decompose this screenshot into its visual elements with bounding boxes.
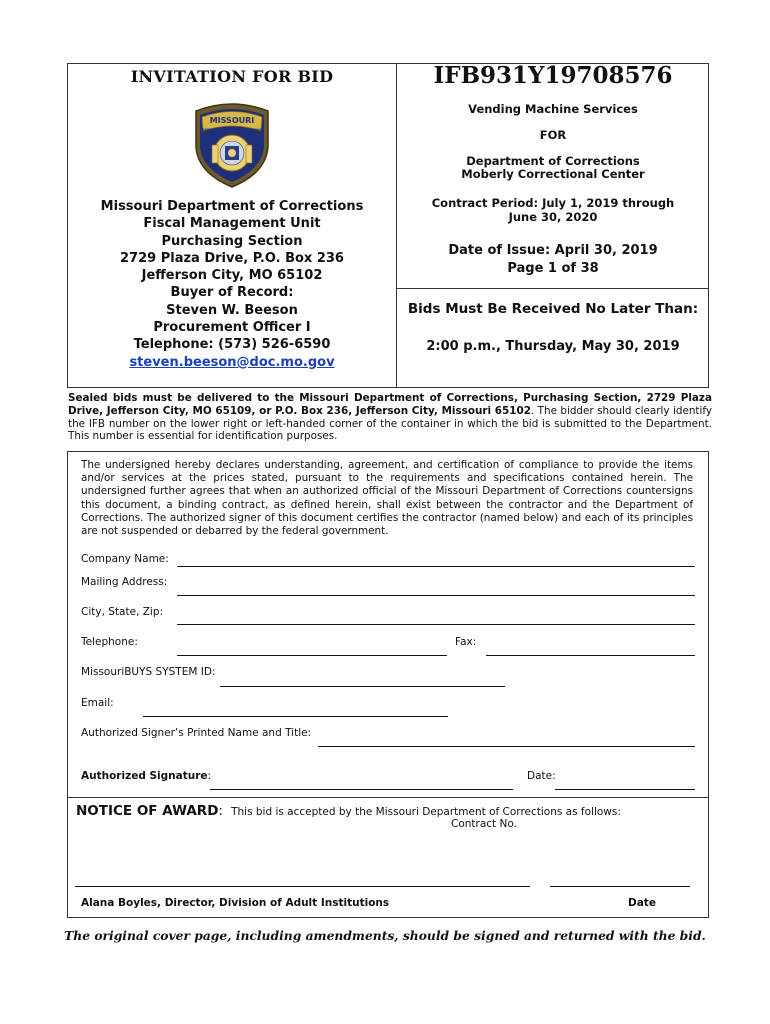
- bids-received-label: Bids Must Be Received No Later Than:: [407, 301, 699, 317]
- agency-unit: Fiscal Management Unit: [143, 216, 321, 232]
- delivery-bold-text: Sealed bids must be delivered to the Missouri Department of Corrections, Purchasing Section, 2729 Plaza Drive, Jefferson City, MO 65109, or P.O. Box 236, Jefferson City, Missouri 65102: [68, 392, 712, 417]
- signature-date-line[interactable]: [555, 789, 695, 790]
- mailing-address-line[interactable]: [177, 595, 695, 596]
- missouribuys-id-line[interactable]: [220, 686, 505, 687]
- city-state-zip-label: City, State, Zip:: [81, 606, 164, 618]
- signer-name-title-label: Authorized Signer’s Printed Name and Title:: [81, 727, 312, 739]
- missouri-doc-seal: [188, 101, 276, 189]
- fax-label: Fax:: [455, 636, 477, 648]
- company-name-line[interactable]: [177, 566, 695, 567]
- notice-of-award-text: This bid is accepted by the Missouri Department of Corrections as follows:: [231, 806, 621, 818]
- agency-address: 2729 Plaza Drive, P.O. Box 236: [120, 250, 344, 266]
- authorized-signature-line[interactable]: [210, 789, 513, 790]
- buyer-title: Procurement Officer I: [153, 320, 311, 336]
- fax-line[interactable]: [486, 655, 695, 656]
- page-info: Page 1 of 38: [507, 261, 599, 276]
- email-line[interactable]: [143, 716, 448, 717]
- agency-block: [68, 198, 396, 371]
- delivery-instructions: [68, 392, 712, 443]
- contract-period-1: Contract Period: July 1, 2019 through: [431, 196, 675, 210]
- department-name: Department of Corrections: [466, 154, 640, 168]
- declaration-text: The undersigned hereby declares understanding, agreement, and certification of compliance to provide the items and/or services at the prices stated, pursuant to the requirements and specifications contained herein. The undersigned further agrees that when an authorized official of the Missouri Department of Corrections countersigns this document, a binding contract, as defined herein, shall exist between the contractor and the Department of Corrections. The authorized signer of this document certifies the contractor (named below) and each of its principles are not suspended or debarred by the federal government.: [81, 459, 693, 538]
- buyer-email-link[interactable]: steven.beeson@doc.mo.gov: [129, 354, 335, 370]
- director-name: Alana Boyles, Director, Division of Adult Institutions: [81, 897, 390, 909]
- authorized-signature-label: Authorized Signature:: [81, 770, 212, 782]
- center-name: Moberly Correctional Center: [461, 167, 645, 181]
- agency-city: Jefferson City, MO 65102: [141, 268, 323, 284]
- agency-section: Purchasing Section: [161, 233, 303, 249]
- signature-date-label: Date:: [527, 770, 556, 782]
- telephone-line[interactable]: [177, 655, 447, 656]
- invitation-title: INVITATION FOR BID: [130, 67, 334, 86]
- director-signature-line[interactable]: [75, 886, 530, 887]
- telephone-label: Telephone:: [81, 636, 138, 648]
- agency-name: Missouri Department of Corrections: [100, 199, 364, 214]
- award-date-line[interactable]: [550, 886, 690, 887]
- date-of-issue: Date of Issue: April 30, 2019: [448, 243, 658, 258]
- bid-deadline: 2:00 p.m., Thursday, May 30, 2019: [426, 339, 680, 354]
- email-label: Email:: [81, 697, 114, 709]
- bids-divider: [397, 288, 709, 289]
- company-name-label: Company Name:: [81, 553, 169, 565]
- seal-arc-bottom: DEPARTMENT OF CORRECTIONS: [201, 128, 263, 132]
- for-label: FOR: [539, 128, 567, 142]
- notice-of-award-title: NOTICE OF AWARD: [76, 803, 219, 819]
- award-divider: [67, 797, 709, 798]
- delivery-normal-text: . The bidder should clearly identify the IFB number on the lower right or left-handed corner of the container in which the bid is submitted to the Department. This number is essential for identification purposes.: [68, 404, 713, 443]
- buyer-label: Buyer of Record:: [170, 285, 294, 301]
- contract-number-label: Contract No.: [451, 818, 517, 830]
- buyer-name: Steven W. Beeson: [166, 302, 298, 318]
- ifb-number: IFB931Y19708576: [433, 62, 673, 89]
- notice-of-award: NOTICE OF AWARD: This bid is accepted by the Missouri Department of Corrections as follows:: [76, 803, 621, 819]
- signer-name-title-line[interactable]: [318, 746, 695, 747]
- city-state-zip-line[interactable]: [177, 624, 695, 625]
- award-date-label: Date: [628, 897, 656, 909]
- missouribuys-id-label: MissouriBUYS SYSTEM ID:: [81, 666, 216, 678]
- mailing-address-label: Mailing Address:: [81, 576, 168, 588]
- contract-period-2: June 30, 2020: [508, 210, 598, 224]
- buyer-telephone: Telephone: (573) 526-6590: [133, 337, 331, 353]
- seal-arc-top: MISSOURI: [209, 116, 255, 125]
- footer-note: The original cover page, including amendments, should be signed and returned with the bid.: [64, 928, 706, 943]
- service-title: Vending Machine Services: [468, 102, 638, 116]
